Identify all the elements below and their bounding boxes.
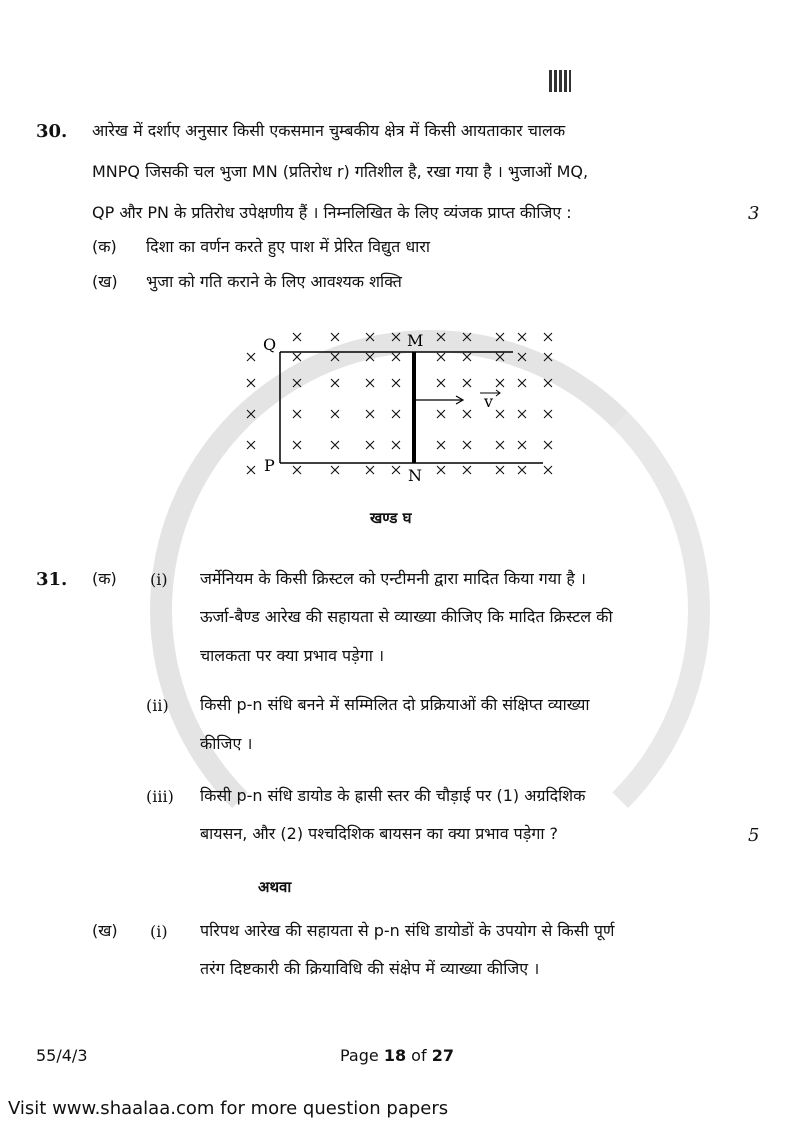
field-cross-icon [518, 379, 526, 387]
q30-line2: MNPQ जिसकी चल भुजा MN (प्रतिरोध r) गतिशील है, रखा गया है । भुजाओं MQ, [92, 162, 589, 181]
field-cross-icon [293, 379, 301, 387]
field-cross-icon [544, 333, 552, 341]
field-cross-icon [331, 441, 339, 449]
field-cross-icon [496, 466, 504, 474]
question-number: 31. [36, 569, 68, 590]
field-cross-icon [293, 353, 301, 361]
field-cross-icon [331, 333, 339, 341]
field-cross-icon [331, 466, 339, 474]
field-cross-icon [437, 410, 445, 418]
page-of: of [406, 1046, 432, 1065]
part-label: (ख) [92, 921, 118, 940]
part-text: दिशा का वर्णन करते हुए पाश में प्रेरित विद्युत धारा [146, 237, 431, 256]
label-p: P [264, 456, 275, 475]
q31-iii-line2: बायसन, और (2) पश्चदिशिक बायसन का क्या प्रभाव पड़ेगा ? [200, 824, 559, 843]
field-cross-icon [518, 410, 526, 418]
label-v: v [484, 392, 494, 411]
field-cross-icon [518, 441, 526, 449]
field-cross-icon [331, 353, 339, 361]
field-cross-icon [366, 379, 374, 387]
or-heading: अथवा [258, 878, 292, 896]
field-cross-icon [247, 379, 255, 387]
field-cross-icon [437, 333, 445, 341]
field-cross-icon [392, 466, 400, 474]
field-cross-icon [293, 441, 301, 449]
q31-iii-line1: किसी p-n संधि डायोड के ह्रासी स्तर की चौड़ाई पर (1) अग्रदिशिक [200, 786, 586, 805]
field-cross-icon [366, 333, 374, 341]
field-cross-icon [544, 410, 552, 418]
magnetic-field-crosses [247, 333, 552, 474]
field-cross-icon [437, 353, 445, 361]
q31-i-line3: चालकता पर क्या प्रभाव पड़ेगा । [200, 646, 385, 665]
field-cross-icon [247, 441, 255, 449]
page-prefix: Page [340, 1046, 384, 1065]
subpart-label: (iii) [146, 787, 174, 806]
q31-i-line2: ऊर्जा-बैण्ड आरेख की सहायता से व्याख्या कीजिए कि मादित क्रिस्टल की [200, 607, 613, 626]
field-cross-icon [463, 441, 471, 449]
field-cross-icon [496, 441, 504, 449]
part-label: (क) [92, 569, 117, 588]
field-cross-icon [366, 353, 374, 361]
visit-link[interactable]: Visit www.shaalaa.com for more question papers [8, 1098, 449, 1119]
q31-b-i-line2: तरंग दिष्टकारी की क्रियाविधि की संक्षेप में व्याख्या कीजिए । [200, 959, 540, 978]
subpart-label: (i) [150, 922, 168, 941]
field-cross-icon [392, 410, 400, 418]
label-q: Q [263, 335, 277, 354]
field-cross-icon [293, 466, 301, 474]
q30-line1: आरेख में दर्शाए अनुसार किसी एकसमान चुम्बकीय क्षेत्र में किसी आयताकार चालक [92, 121, 566, 140]
field-cross-icon [247, 466, 255, 474]
field-cross-icon [463, 333, 471, 341]
field-cross-icon [544, 441, 552, 449]
field-cross-icon [463, 466, 471, 474]
field-cross-icon [331, 379, 339, 387]
field-cross-icon [437, 466, 445, 474]
question-number: 30. [36, 121, 68, 142]
field-cross-icon [544, 353, 552, 361]
part-text: भुजा को गति कराने के लिए आवश्यक शक्ति [146, 272, 402, 291]
page-number: 18 [383, 1046, 407, 1065]
field-cross-icon [544, 466, 552, 474]
page-total: 27 [431, 1046, 454, 1065]
subpart-label: (ii) [146, 696, 169, 715]
field-cross-icon [496, 410, 504, 418]
part-label: (ख) [92, 272, 118, 291]
circuit-diagram [0, 310, 800, 495]
q31-i-line1: जर्मेनियम के किसी क्रिस्टल को एन्टीमनी द्वारा मादित किया गया है । [200, 569, 586, 588]
field-cross-icon [463, 410, 471, 418]
label-m: M [407, 331, 424, 350]
marks: 3 [748, 203, 760, 224]
q31-ii-line1: किसी p-n संधि बनने में सम्मिलित दो प्रक्रियाओं की संक्षिप्त व्याख्या [200, 695, 590, 714]
page-indicator [340, 1046, 454, 1066]
field-cross-icon [437, 379, 445, 387]
field-cross-icon [496, 353, 504, 361]
field-cross-icon [496, 333, 504, 341]
marks: 5 [748, 825, 760, 846]
field-cross-icon [437, 441, 445, 449]
field-cross-icon [544, 379, 552, 387]
part-label: (क) [92, 237, 117, 256]
paper-code: 55/4/3 [36, 1046, 88, 1065]
section-heading: खण्ड घ [370, 509, 412, 527]
label-n: N [408, 466, 422, 485]
field-cross-icon [247, 353, 255, 361]
field-cross-icon [463, 379, 471, 387]
field-cross-icon [463, 353, 471, 361]
qr-code-icon [549, 70, 571, 92]
field-cross-icon [496, 379, 504, 387]
subpart-label: (i) [150, 570, 168, 589]
field-cross-icon [366, 410, 374, 418]
field-cross-icon [366, 441, 374, 449]
field-cross-icon [392, 441, 400, 449]
q31-ii-line2: कीजिए । [200, 734, 253, 753]
field-cross-icon [392, 333, 400, 341]
field-cross-icon [392, 353, 400, 361]
field-cross-icon [293, 333, 301, 341]
field-cross-icon [518, 466, 526, 474]
field-cross-icon [331, 410, 339, 418]
q31-b-i-line1: परिपथ आरेख की सहायता से p-n संधि डायोडों के उपयोग से किसी पूर्ण [200, 921, 615, 940]
field-cross-icon [293, 410, 301, 418]
field-cross-icon [247, 410, 255, 418]
field-cross-icon [392, 379, 400, 387]
field-cross-icon [366, 466, 374, 474]
q30-line3: QP और PN के प्रतिरोध उपेक्षणीय हैं । निम्नलिखित के लिए व्यंजक प्राप्त कीजिए : [92, 203, 572, 222]
field-cross-icon [518, 333, 526, 341]
field-cross-icon [518, 353, 526, 361]
